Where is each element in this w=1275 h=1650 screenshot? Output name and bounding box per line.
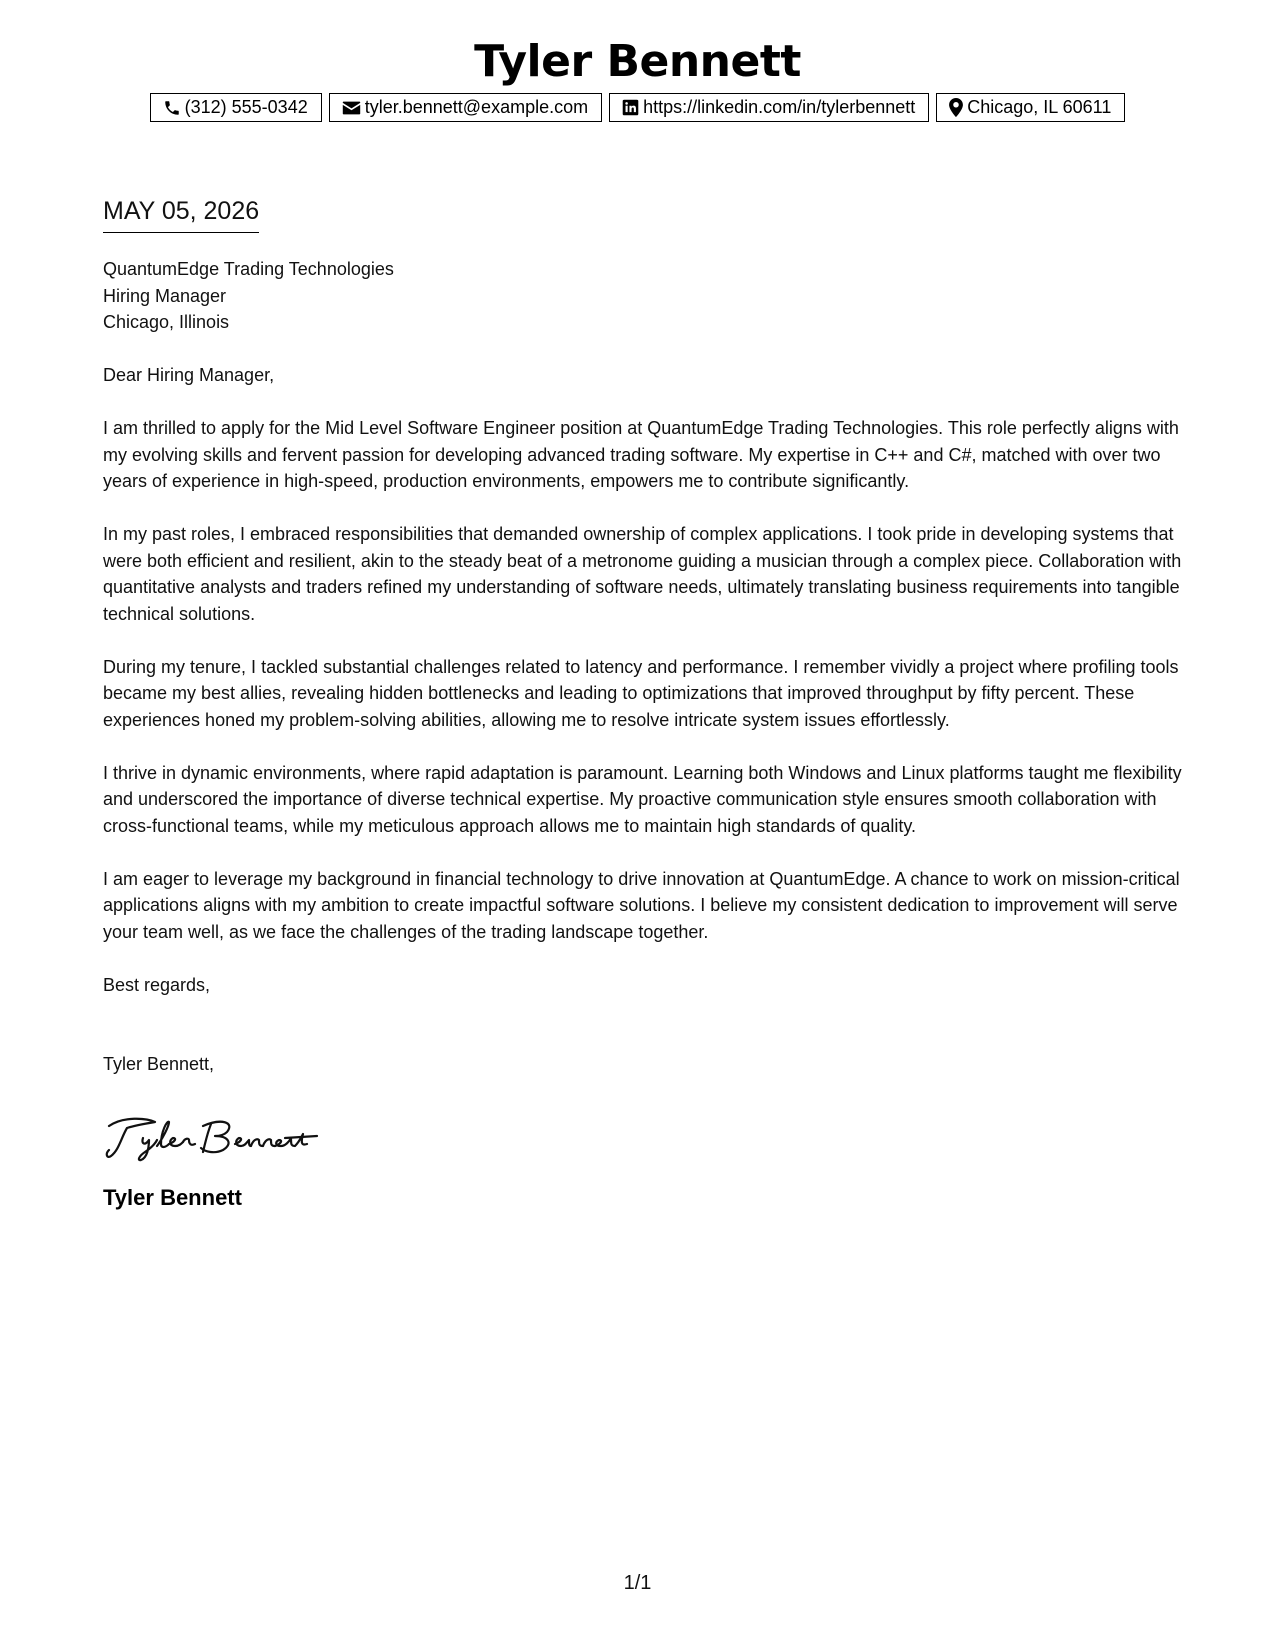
contact-bar xyxy=(0,93,1275,122)
location-text: Chicago, IL 60611 xyxy=(967,97,1112,117)
body-paragraph-5: I am eager to leverage my background in financial technology to drive innovation at QuantumEdge. A chance to work on mission-critical applications aligns with my ambition to create impactful software solutions. I believe my consistent dedication to improvement will serve your team well, as we face the challenges of the trading landscape together. xyxy=(103,868,1180,942)
recipient-block xyxy=(103,256,1183,336)
body-paragraph-3: During my tenure, I tackled substantial challenges related to latency and performance. I remember vividly a project where profiling tools became my best allies, revealing hidden bottlenecks and leading to optimizations that improved throughput by fifty percent. These experiences honed my problem-solving abilities, allowing me to resolve intricate system issues effortlessly. xyxy=(103,656,1179,730)
applicant-name: Tyler Bennett xyxy=(474,36,801,87)
typed-name: Tyler Bennett xyxy=(103,1184,242,1210)
linkedin-text: https://linkedin.com/in/tylerbennett xyxy=(643,97,916,117)
handwritten-signature xyxy=(103,1112,323,1164)
signoff-name: Tyler Bennett, xyxy=(103,1054,215,1074)
envelope-icon xyxy=(342,100,361,116)
body-paragraph-2: In my past roles, I embraced responsibilities that demanded ownership of complex applications. I took pride in developing systems that were both efficient and resilient, akin to the steady beat of a metronome guiding a musician through a complex piece. Collaboration with quantitative analysts and traders refined my understanding of software needs, ultimately translating business requirements into tangible technical solutions. xyxy=(103,524,1182,624)
map-pin-icon xyxy=(949,98,963,117)
contact-location xyxy=(936,93,1125,122)
salutation: Dear Hiring Manager, xyxy=(103,365,275,385)
contact-email[interactable] xyxy=(329,93,602,122)
email-text: tyler.bennett@example.com xyxy=(364,97,589,117)
contact-phone xyxy=(150,93,322,122)
contact-linkedin[interactable] xyxy=(609,93,929,122)
recipient-location: Chicago, Illinois xyxy=(103,312,230,332)
closing: Best regards, xyxy=(103,974,211,995)
phone-icon xyxy=(163,99,181,117)
body-paragraph-4: I thrive in dynamic environments, where rapid adaptation is paramount. Learning both Windows and Linux platforms taught me flexibility and underscored the importance of diverse technical expertise. My proactive communication style ensures smooth collaboration with cross-functional teams, while my meticulous approach allows me to maintain high standards of quality. xyxy=(103,762,1182,836)
recipient-title: Hiring Manager xyxy=(103,285,227,306)
phone-text: (312) 555-0342 xyxy=(184,97,308,117)
recipient-company: QuantumEdge Trading Technologies xyxy=(103,259,394,279)
body-paragraph-1: I am thrilled to apply for the Mid Level Software Engineer position at QuantumEdge Trading Technologies. This role perfectly aligns with my evolving skills and fervent passion for developing advanced trading software. My expertise in C++ and C#, matched with over two years of experience in high-speed, production environments, empowers me to contribute significantly. xyxy=(103,418,1179,491)
page-number: 1/1 xyxy=(623,1572,652,1594)
letter-date: MAY 05, 2026 xyxy=(103,196,259,233)
linkedin-icon xyxy=(622,99,639,116)
letter-body xyxy=(103,256,1183,1212)
